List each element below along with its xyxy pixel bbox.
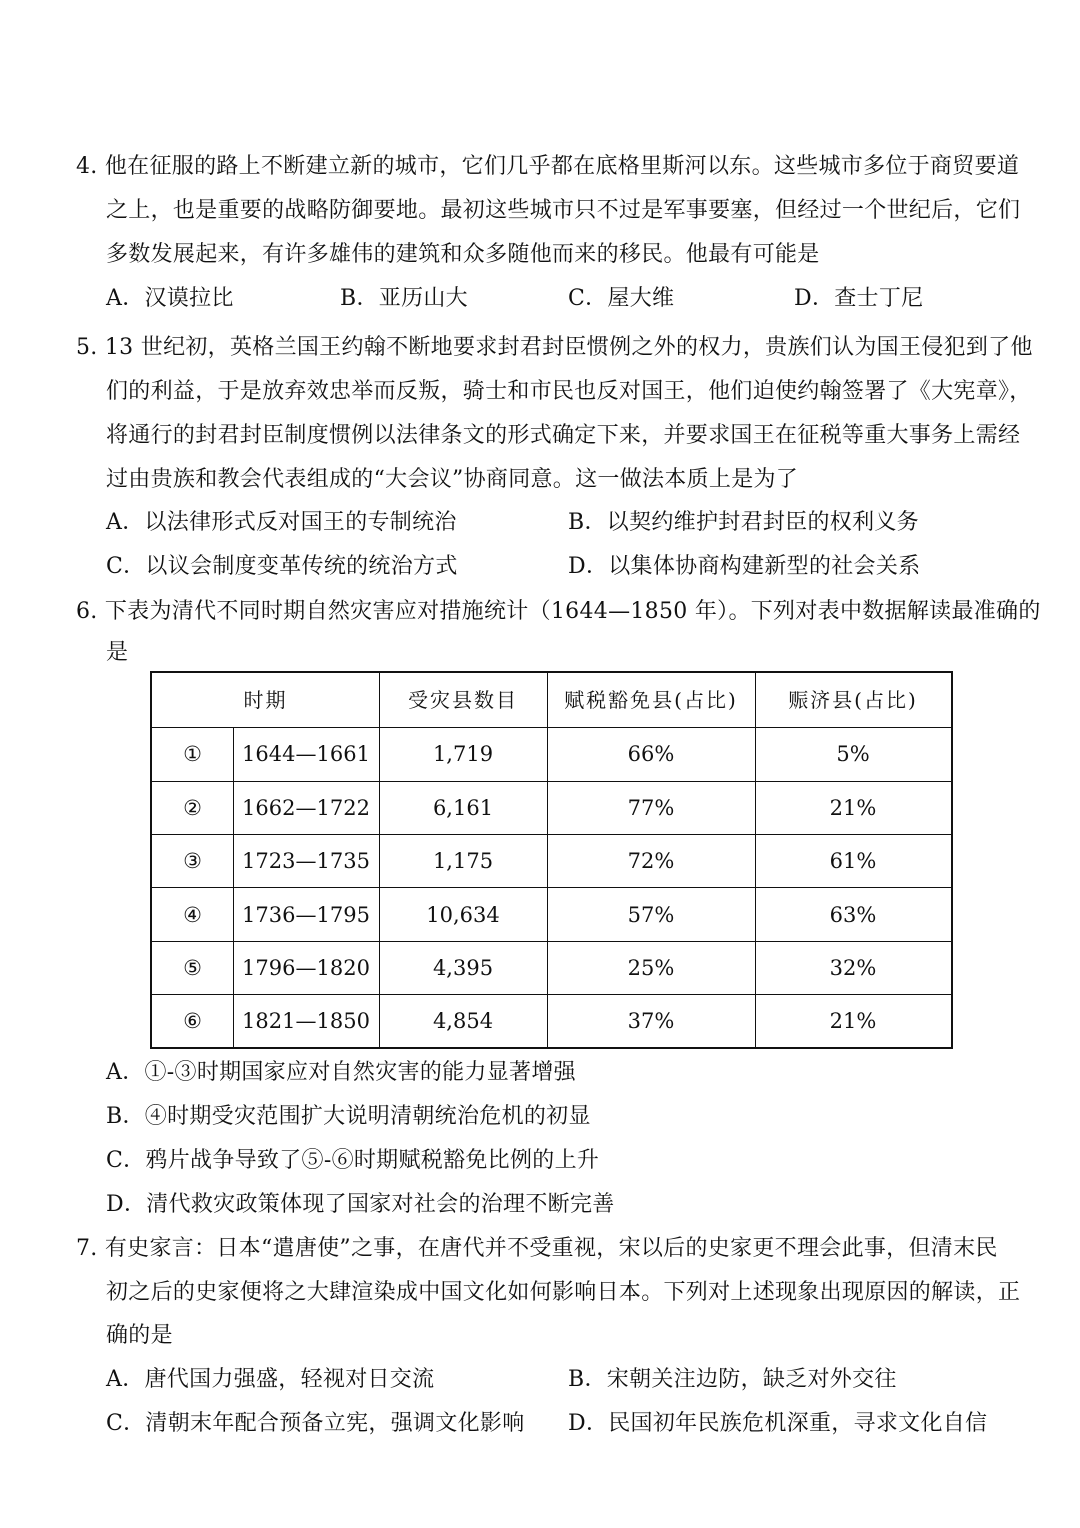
row-period: 1723—1735 [242, 849, 370, 873]
q5-option-a: A．以法律形式反对国王的专制统治 [106, 510, 457, 535]
q5-stem-line: 将通行的封君封臣制度惯例以法律条文的形式确定下来，并要求国王在征税等重大事务上需经 [106, 423, 1021, 448]
row-number: ③ [183, 849, 202, 873]
q7-stem-line: 确的是 [106, 1323, 173, 1348]
row-relief: 32% [829, 956, 877, 980]
table-row-divider [152, 887, 951, 888]
header-affected-counties: 受灾县数目 [408, 688, 518, 712]
q4-option-c: C．屋大维 [568, 286, 675, 311]
q6-option-b: B．④时期受灾范围扩大说明清朝统治危机的初显 [106, 1104, 591, 1129]
table-row-divider [152, 941, 951, 942]
row-period: 1821—1850 [242, 1009, 370, 1033]
q5-option-d: D．以集体协商构建新型的社会关系 [568, 554, 921, 579]
header-relief: 赈济县(占比) [788, 688, 918, 712]
row-period: 1644—1661 [242, 742, 370, 766]
q7-option-b: B．宋朝关注边防，缺乏对外交往 [568, 1367, 897, 1392]
header-period: 时期 [243, 688, 288, 712]
q6-option-d: D．清代救灾政策体现了国家对社会的治理不断完善 [106, 1192, 615, 1217]
row-number: ④ [183, 903, 202, 927]
disaster-table [150, 671, 953, 1049]
q6-option-a: A．①-③时期国家应对自然灾害的能力显著增强 [106, 1060, 576, 1085]
q5-stem-line: 过由贵族和教会代表组成的“大会议”协商同意。这一做法本质上是为了 [106, 467, 799, 492]
row-relief: 21% [829, 1009, 877, 1033]
q5-option-b: B．以契约维护封君封臣的权利义务 [568, 510, 919, 535]
row-counties: 1,719 [432, 742, 494, 766]
row-tax: 57% [627, 903, 675, 927]
row-relief: 61% [829, 849, 877, 873]
q4-stem-line: 4. 他在征服的路上不断建立新的城市，它们几乎都在底格里斯河以东。这些城市多位于商贸要道 [76, 154, 1020, 179]
row-tax: 37% [627, 1009, 675, 1033]
row-number: ① [183, 742, 202, 766]
q6-stem-line: 6. 下表为清代不同时期自然灾害应对措施统计（1644—1850 年）。下列对表中数据解读最准确的 [76, 599, 1041, 624]
q7-option-a: A．唐代国力强盛，轻视对日交流 [106, 1367, 435, 1392]
table-row-divider [152, 781, 951, 782]
row-number: ② [183, 796, 202, 820]
q5-stem-line: 5. 13 世纪初，英格兰国王约翰不断地要求封君封臣惯例之外的权力，贵族们认为国王侵犯到了他 [76, 335, 1033, 360]
q7-stem-line: 7. 有史家言：日本“遣唐使”之事，在唐代并不受重视，宋以后的史家更不理会此事，但清末民 [76, 1236, 998, 1261]
row-period: 1662—1722 [242, 796, 370, 820]
row-counties: 4,854 [432, 1009, 494, 1033]
header-tax-exemption: 赋税豁免县(占比) [564, 688, 738, 712]
row-relief: 63% [829, 903, 877, 927]
q6-option-c: C．鸦片战争导致了⑤-⑥时期赋税豁免比例的上升 [106, 1148, 600, 1173]
row-period: 1796—1820 [242, 956, 370, 980]
q7-option-d: D．民国初年民族危机深重，寻求文化自信 [568, 1411, 988, 1436]
q5-option-c: C．以议会制度变革传统的统治方式 [106, 554, 458, 579]
q5-stem-line: 们的利益，于是放弃效忠举而反叛，骑士和市民也反对国王，他们迫使约翰签署了《大宪章》， [106, 379, 1032, 404]
row-tax: 25% [627, 956, 675, 980]
row-period: 1736—1795 [242, 903, 370, 927]
q4-stem-line: 之上，也是重要的战略防御要地。最初这些城市只不过是军事要塞，但经过一个世纪后，它们 [106, 198, 1021, 223]
table-col-divider [233, 727, 234, 1047]
table-row-divider [152, 994, 951, 995]
q4-option-b: B．亚历山大 [340, 286, 468, 311]
table-header-divider [152, 727, 951, 728]
row-tax: 66% [627, 742, 675, 766]
row-counties: 10,634 [426, 903, 500, 927]
q7-stem-line: 初之后的史家便将之大肆渲染成中国文化如何影响日本。下列对上述现象出现原因的解读，正 [106, 1280, 1021, 1305]
row-number: ⑥ [183, 1009, 202, 1033]
q4-option-d: D．查士丁尼 [794, 286, 924, 311]
row-counties: 4,395 [432, 956, 494, 980]
row-tax: 72% [627, 849, 675, 873]
row-counties: 6,161 [432, 796, 494, 820]
row-number: ⑤ [183, 956, 202, 980]
q4-stem-line: 多数发展起来，有许多雄伟的建筑和众多随他而来的移民。他最有可能是 [106, 242, 820, 267]
row-counties: 1,175 [432, 849, 494, 873]
row-relief: 21% [829, 796, 877, 820]
q7-option-c: C．清朝末年配合预备立宪，强调文化影响 [106, 1411, 525, 1436]
table-row-divider [152, 834, 951, 835]
q4-option-a: A．汉谟拉比 [106, 286, 234, 311]
row-relief: 5% [836, 742, 870, 766]
row-tax: 77% [627, 796, 675, 820]
q6-stem-line: 是 [106, 640, 129, 665]
